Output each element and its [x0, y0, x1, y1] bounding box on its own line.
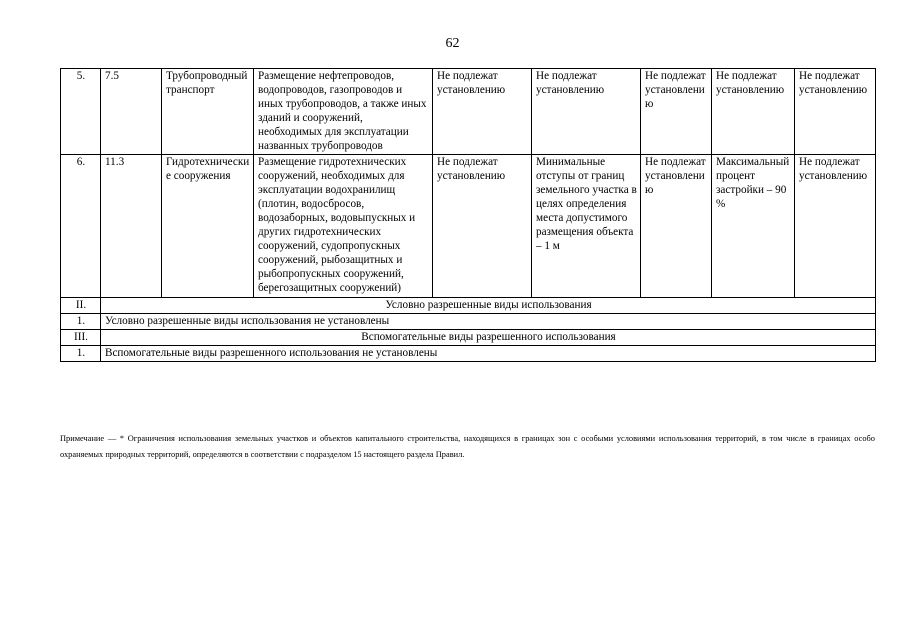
- row-description: Размещение нефтепроводов, водопроводов, газопроводов и иных трубопроводов, а также иных зданий и сооружений, необходимых для эксплуатации названных трубопроводов: [254, 69, 433, 155]
- section-row: [61, 345, 876, 361]
- section-text: Условно разрешенные виды использования не установлены: [101, 313, 876, 329]
- section-title: Вспомогательные виды разрешенного использования: [101, 329, 876, 345]
- section-row: [61, 297, 876, 313]
- row-col7: Не подлежат установлению: [641, 69, 712, 155]
- row-number: 6.: [61, 155, 101, 297]
- row-col8: Не подлежат установлению: [712, 69, 795, 155]
- section-row: [61, 329, 876, 345]
- row-col5: Не подлежат установлению: [433, 155, 532, 297]
- row-col6: Не подлежат установлению: [532, 69, 641, 155]
- row-col9: Не подлежат установлению: [795, 69, 876, 155]
- row-col9: Не подлежат установлению: [795, 155, 876, 297]
- row-name: Гидротехнические сооружения: [162, 155, 254, 297]
- table-row: [61, 155, 876, 297]
- section-text: Вспомогательные виды разрешенного использования не установлены: [101, 345, 876, 361]
- page-number: 62: [445, 36, 460, 51]
- section-number: 1.: [61, 313, 101, 329]
- section-number: II.: [61, 297, 101, 313]
- row-code: 11.3: [101, 155, 162, 297]
- row-col8: Максимальный процент застройки – 90 %: [712, 155, 795, 297]
- section-number: III.: [61, 329, 101, 345]
- row-col5: Не подлежат установлению: [433, 69, 532, 155]
- row-number: 5.: [61, 69, 101, 155]
- row-code: 7.5: [101, 69, 162, 155]
- row-col6: Минимальные отступы от границ земельного участка в целях определения места допустимого размещения объекта – 1 м: [532, 155, 641, 297]
- row-description: Размещение гидротехнических сооружений, необходимых для эксплуатации водохранилищ (плотин, водосбросов, водозаборных, водовыпускных и других гидротехнических сооружений, судопропускных сооружений, рыбозащитных и рыбопропускных сооружений, берегозащитных сооружений): [254, 155, 433, 297]
- table-row: [61, 69, 876, 155]
- footnote-note: Примечание — * Ограничения использования земельных участков и объектов капитального строительства, находящихся в границах зон с особыми условиями использования территорий, в том числе в границах особо охраняемых природных территорий, определяются в соответствии с подразделом 15 настоящего раздела Правил.: [60, 434, 875, 459]
- section-title: Условно разрешенные виды использования: [101, 297, 876, 313]
- row-col7: Не подлежат установлению: [641, 155, 712, 297]
- section-number: 1.: [61, 345, 101, 361]
- row-name: Трубопроводный транспорт: [162, 69, 254, 155]
- regulations-table: [60, 68, 876, 362]
- section-row: [61, 313, 876, 329]
